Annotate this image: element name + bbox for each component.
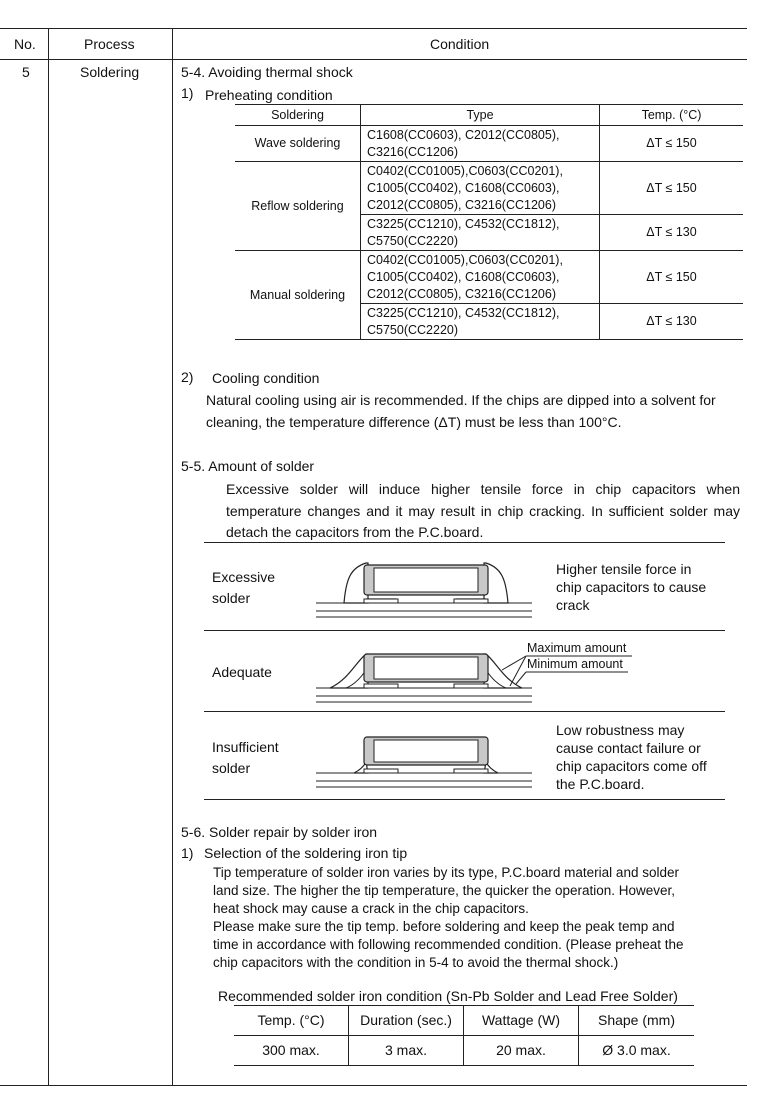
iron-header-wattage: Wattage (W) (464, 1006, 579, 1036)
iron-value-temp: 300 max. (234, 1036, 349, 1066)
reflow-temp-2: ΔT ≤ 130 (600, 215, 744, 251)
item-5-6-1-number: 1) (181, 845, 194, 861)
iron-value-duration: 3 max. (349, 1036, 464, 1066)
section-5-6-title: 5-6. Solder repair by solder iron (181, 824, 378, 840)
insufficient-solder-diagram (310, 726, 540, 796)
row-no: 5 (22, 64, 30, 80)
col-header-soldering: Soldering (235, 105, 361, 126)
excessive-label: Excessive solder (212, 569, 276, 606)
insufficient-label: Insufficient solder (212, 739, 279, 776)
figure-divider-4 (204, 799, 725, 800)
reflow-soldering-label: Reflow soldering (235, 162, 361, 251)
minimum-amount-label: Minimum amount (527, 657, 623, 671)
col-header-type: Type (361, 105, 600, 126)
manual-soldering-label: Manual soldering (235, 251, 361, 340)
manual-temp-1: ΔT ≤ 150 (600, 251, 744, 304)
item-5-6-1-title: Selection of the soldering iron tip (204, 845, 408, 861)
wave-soldering-label: Wave soldering (235, 126, 361, 162)
solder-iron-table (234, 1005, 694, 1066)
reflow-type-1: C0402(CC01005),C0603(CC0201), C1005(CC0402), C1608(CC0603), C2012(CC0805), C3216(CC1206) (361, 162, 600, 215)
iron-header-temp: Temp. (°C) (234, 1006, 349, 1036)
manual-type-2: C3225(CC1210), C4532(CC1812), C5750(CC2220) (361, 304, 600, 340)
figure-divider-3 (204, 711, 725, 712)
col-header-temp: Temp. (°C) (600, 105, 744, 126)
excessive-note: Higher tensile force in chip capacitors to cause crack (556, 561, 707, 613)
iron-table-title: Recommended solder iron condition (Sn-Pb Solder and Lead Free Solder) (218, 988, 678, 1004)
solder-amount-text: Excessive solder will induce higher tensile force in chip capacitors when temperature changes and it may result in chip cracking. In sufficient solder may detach the capacitors from the P.C.board. (226, 481, 740, 540)
adequate-label: Adequate (212, 664, 272, 680)
preheating-table (235, 104, 743, 340)
excessive-solder-diagram (310, 556, 540, 626)
reflow-temp-1: ΔT ≤ 150 (600, 162, 744, 215)
table-bottom-border (0, 1085, 747, 1086)
wave-type: C1608(CC0603), C2012(CC0805), C3216(CC1206) (361, 126, 600, 162)
figure-divider-2 (204, 630, 725, 631)
table-top-border (0, 28, 747, 29)
header-no: No. (14, 36, 36, 52)
col-divider-1 (48, 28, 49, 1086)
maximum-amount-label: Maximum amount (527, 641, 627, 655)
solder-iron-text: Tip temperature of solder iron varies by its type, P.C.board material and solder land size. The higher the tip temperature, the quicker the operation. However, heat shock may cause a crack in the chip capacitors. Please make sure the tip temp. before soldering and keep the peak temp and time in accordance with following recommended condition. (Please preheat the chip capacitors with the condition in 5-4 to avoid the thermal shock.) (213, 865, 684, 970)
item-1-title: Preheating condition (205, 87, 333, 103)
manual-type-1: C0402(CC01005),C0603(CC0201), C1005(CC0402), C1608(CC0603), C2012(CC0805), C3216(CC1206) (361, 251, 600, 304)
manual-temp-2: ΔT ≤ 130 (600, 304, 744, 340)
section-5-5-title: 5-5. Amount of solder (181, 458, 315, 474)
wave-temp: ΔT ≤ 150 (600, 126, 744, 162)
row-process: Soldering (80, 64, 140, 80)
section-5-4-title: 5-4. Avoiding thermal shock (181, 64, 353, 80)
reflow-type-2: C3225(CC1210), C4532(CC1812), C5750(CC2220) (361, 215, 600, 251)
item-2-title: Cooling condition (212, 370, 320, 386)
cooling-text: Natural cooling using air is recommended. If the chips are dipped into a solvent for cleaning, the temperature difference (ΔT) must be less than 100°C. (206, 392, 716, 430)
col-divider-2 (172, 28, 173, 1086)
item-2-number: 2) (181, 369, 194, 385)
iron-header-duration: Duration (sec.) (349, 1006, 464, 1036)
header-condition: Condition (430, 36, 490, 52)
iron-value-shape: Ø 3.0 max. (579, 1036, 695, 1066)
insufficient-note: Low robustness may cause contact failure or chip capacitors come off the P.C.board. (556, 722, 707, 792)
iron-header-shape: Shape (mm) (579, 1006, 695, 1036)
figure-divider-1 (204, 542, 725, 543)
iron-value-wattage: 20 max. (464, 1036, 579, 1066)
header-bottom-border (0, 59, 747, 60)
item-1-number: 1) (181, 85, 194, 101)
header-process: Process (84, 36, 135, 52)
